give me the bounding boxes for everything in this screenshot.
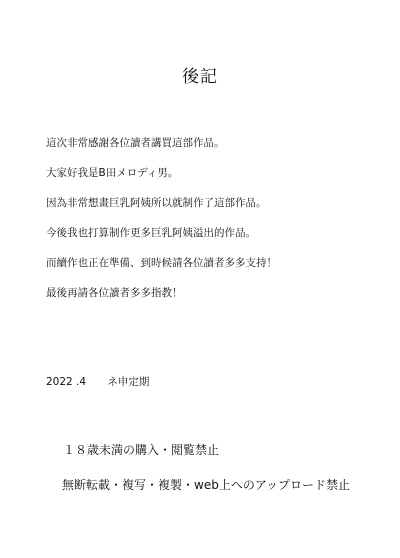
page-title: 後記 [182,67,218,87]
body-line: 大家好我是B田メロディ男。 [46,167,179,179]
reproduction-notice: 無断転載・複写・複製・web上へのアップロード禁止 [62,478,350,492]
body-line: 而續作也正在準備、到時候請各位讀者多多支持！ [46,257,277,269]
body-line: 今後我也打算制作更多巨乳阿姨溢出的作品。 [46,227,256,239]
age-restriction-notice: １８歳未満の購入・閲覧禁止 [63,443,220,457]
signature-date: 2022 .4 [46,376,87,388]
signature [46,374,149,389]
body-line: 這次非常感謝各位讀者講買這部作品。 [46,137,225,149]
signature-author: ネ申定期 [107,376,150,388]
body-line: 最後再請各位讀者多多指教！ [46,287,183,299]
body-line: 因為非常想畫巨乳阿姨所以就制作了這部作品。 [46,197,267,209]
